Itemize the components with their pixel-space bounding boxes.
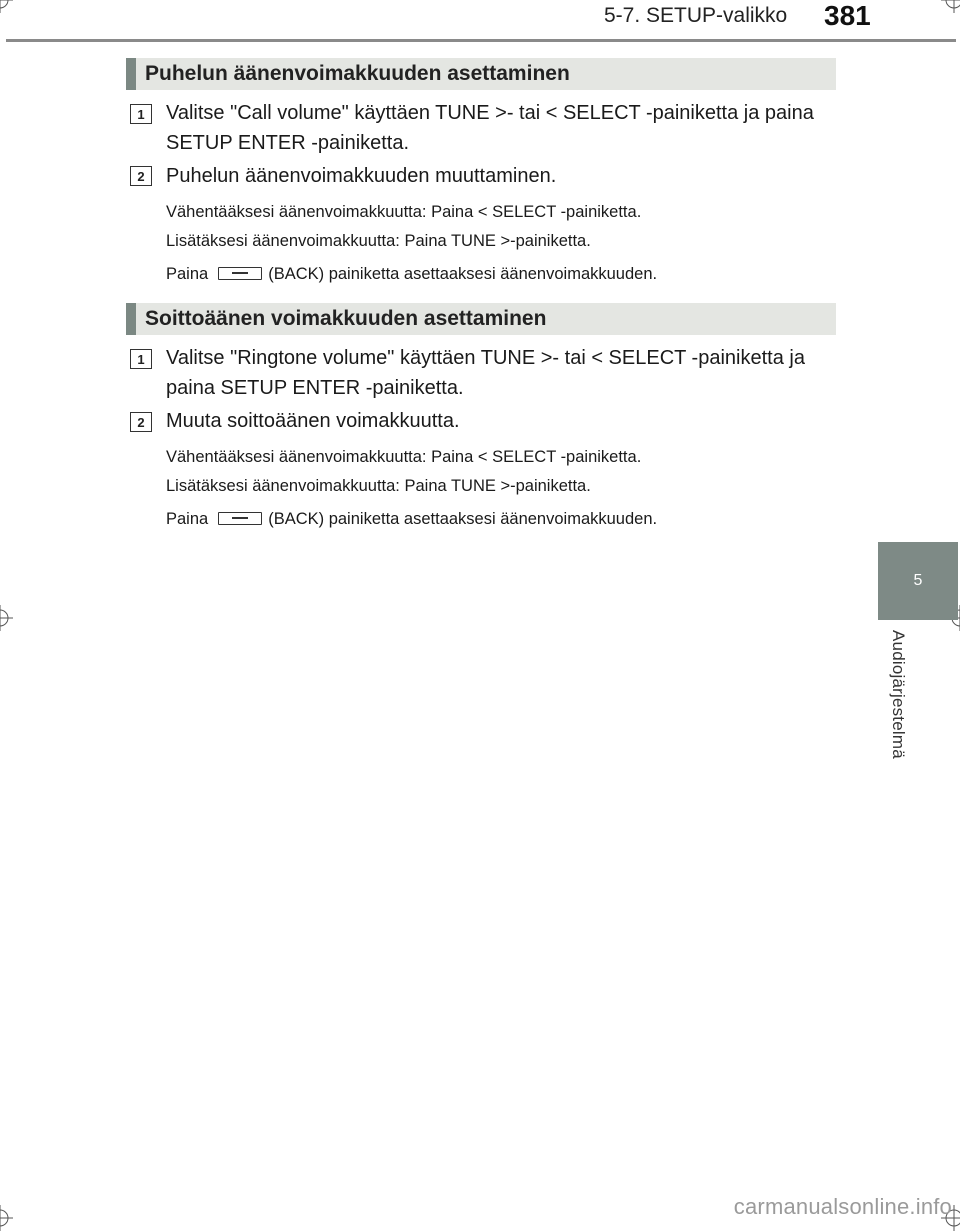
step-text: Puhelun äänenvoimakkuuden muuttaminen.: [166, 165, 557, 187]
step-text: Valitse "Ringtone volume" käyttäen TUNE >- tai < SELECT -painiketta ja paina SETUP ENTER -painiketta.: [166, 347, 805, 399]
crop-mark-icon: [0, 605, 13, 631]
back-note-suffix: (BACK) painiketta asettaaksesi äänenvoimakkuuden.: [268, 265, 658, 283]
note-text: Vähentääksesi äänenvoimakkuutta: Paina < SELECT -painiketta.: [166, 448, 642, 466]
watermark: carmanualsonline.info: [733, 1194, 952, 1219]
crop-mark-icon: [0, 0, 13, 13]
back-note: [166, 263, 832, 285]
crop-mark-icon: [0, 1205, 13, 1231]
step-badge: 1: [130, 104, 152, 124]
back-note-prefix: Paina: [166, 265, 209, 283]
step-badge: 1: [130, 349, 152, 369]
header-divider: [6, 39, 956, 42]
back-note-prefix: Paina: [166, 510, 209, 528]
section-heading: [126, 303, 836, 335]
step-badge: 2: [130, 166, 152, 186]
back-button-icon: [218, 267, 262, 280]
chapter-tab-number: 5: [913, 572, 923, 589]
section-heading: [126, 58, 836, 90]
back-button-icon: [218, 512, 262, 525]
back-note-suffix: (BACK) painiketta asettaaksesi äänenvoimakkuuden.: [268, 510, 658, 528]
section-heading-text: Puhelun äänenvoimakkuuden asettaminen: [145, 62, 570, 85]
chapter-side-title: Audiojärjestelmä: [889, 630, 908, 759]
chapter-label: 5-7. SETUP-valikko: [604, 4, 788, 27]
chapter-tab: [878, 542, 958, 620]
step-text: Muuta soittoäänen voimakkuutta.: [166, 410, 460, 432]
page-number: 381: [824, 0, 871, 31]
note-text: Vähentääksesi äänenvoimakkuutta: Paina < SELECT -painiketta.: [166, 203, 642, 221]
crop-mark-icon: [941, 0, 960, 13]
note-text: Lisätäksesi äänenvoimakkuutta: Paina TUNE >-painiketta.: [166, 232, 591, 250]
note-text: Lisätäksesi äänenvoimakkuutta: Paina TUNE >-painiketta.: [166, 477, 591, 495]
step-badge: 2: [130, 412, 152, 432]
back-note: [166, 508, 832, 530]
section-heading-text: Soittoäänen voimakkuuden asettaminen: [145, 307, 547, 330]
step-text: Valitse "Call volume" käyttäen TUNE >- tai < SELECT -painiketta ja paina SETUP ENTER -painiketta.: [166, 102, 814, 154]
